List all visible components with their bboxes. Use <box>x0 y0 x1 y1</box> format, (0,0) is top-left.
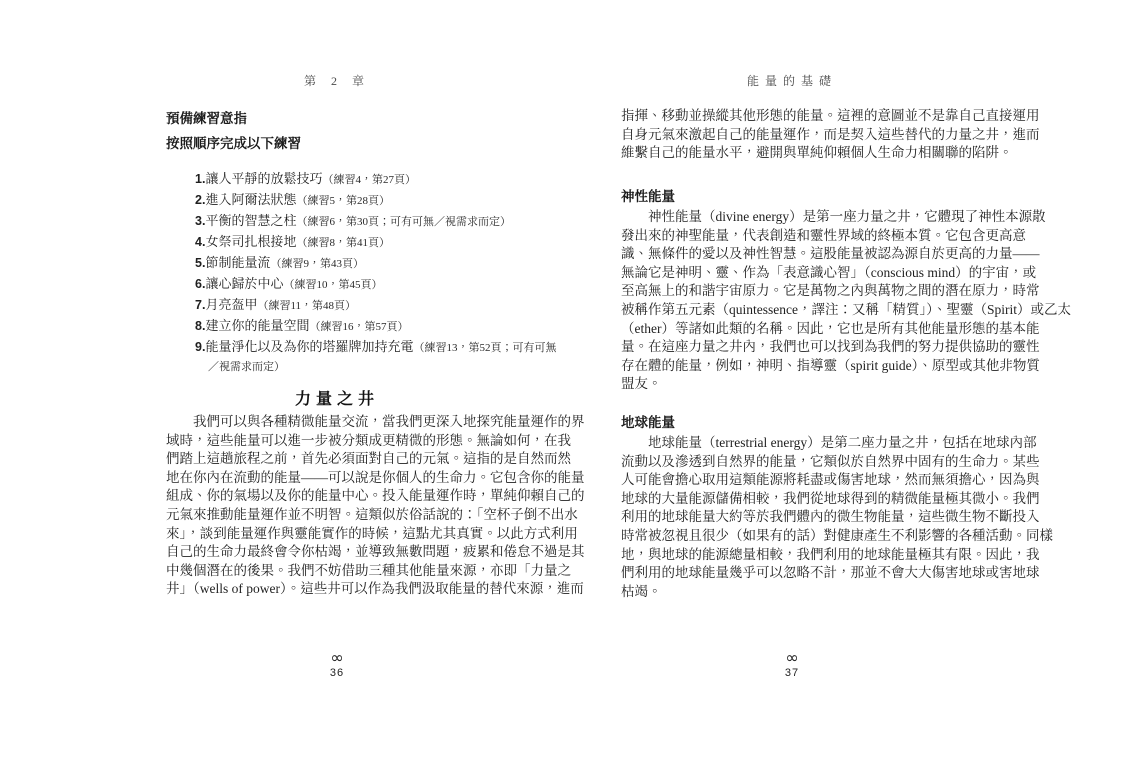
left-page <box>166 0 585 766</box>
list-item-text: 月亮盔甲 <box>205 297 258 312</box>
right-page <box>621 0 1071 766</box>
right-page-footer <box>621 650 963 681</box>
list-item-number: 7. <box>195 298 206 312</box>
divine-energy-heading: 神性能量 <box>621 189 675 204</box>
exercise-list <box>195 169 557 377</box>
list-item-reference: （練習8，第41頁） <box>296 237 390 249</box>
left-page-number: 36 <box>329 667 345 679</box>
divine-energy-paragraph: 神性能量（divine energy）是第一座力量之井，它體現了神性本源散 發出來的神聖能量，代表創造和靈性界域的終極本質。它包含更高意 識、無條件的愛以及神性智慧。這股能量被認為源自於更高的力量—— 無論它是神明、靈、作為「表意識心智」（conscious mind）的宇宙，或 至高無上的和諧宇宙原力。它是萬物之內與萬物之間的潛在原力，時常 被稱作第五元素（quintessence，譯注：又稱「精質」）、聖靈（Spirit）或乙太 （ether）等諸如此類的名稱。因此，它也是所有其他能量形態的基本能 量。在這座力量之井內，我們也可以找到為我們的努力提供協助的靈性 存在體的能量，例如，神明、指導靈（spirit guide）、原型或其他非物質 盟友。 <box>621 209 1071 392</box>
right-page-number: 37 <box>784 667 800 679</box>
list-item-reference: （練習11，第48頁） <box>257 300 357 312</box>
list-item-reference: （練習5，第28頁） <box>296 195 390 207</box>
list-item-reference: （練習10，第45頁） <box>283 279 383 291</box>
list-item-number: 4. <box>195 235 206 249</box>
list-item-text: 讓心歸於中心 <box>205 276 284 291</box>
list-item-number: 1. <box>195 172 206 186</box>
list-item-number: 3. <box>195 214 206 228</box>
list-item <box>195 232 508 253</box>
list-item <box>195 274 508 295</box>
list-item-text: 節制能量流 <box>205 255 271 270</box>
list-item-reference-continued: ／視需求而定） <box>208 361 285 373</box>
list-item <box>195 316 508 337</box>
list-item <box>195 295 508 316</box>
infinity-ornament-icon: ∞ <box>330 648 344 667</box>
list-item-text: 女祭司扎根接地 <box>205 234 297 249</box>
list-item-number: 5. <box>195 256 206 270</box>
list-item-text: 建立你的能量空間 <box>205 318 310 333</box>
list-item-reference: （練習9，第43頁） <box>270 258 364 270</box>
right-running-header: 能量的基礎 <box>746 74 837 88</box>
left-running-header: 第 2 章 <box>303 74 370 88</box>
list-item-text: 平衡的智慧之柱 <box>205 213 297 228</box>
section-title-wells-of-power: 力量之井 <box>294 391 379 408</box>
list-item-reference: （練習6，第30頁；可有可無／視需求而定） <box>296 216 511 228</box>
list-item <box>195 253 508 274</box>
right-intro-paragraph: 指揮、移動並操縱其他形態的能量。這裡的意圖並不是靠自己直接運用 自身元氣來激起自己的能量運作，而是契入這些替代的力量之井，進而 維繫自己的能量水平，避開與單純仰賴個人生命力相關聯的陷阱。 <box>621 108 1040 161</box>
list-item <box>195 337 557 377</box>
left-page-footer <box>166 650 508 681</box>
list-item-number: 6. <box>195 277 206 291</box>
list-item-number: 8. <box>195 319 206 333</box>
infinity-ornament-icon: ∞ <box>785 648 799 667</box>
prep-exercises-subheading: 按照順序完成以下練習 <box>166 136 301 151</box>
terrestrial-energy-paragraph: 地球能量（terrestrial energy）是第二座力量之井，包括在地球內部 流動以及滲透到自然界的能量，它類似於自然界中固有的生命力。某些 人可能會擔心取用這類能源將耗盡或傷害地球，然而無須擔心，因為與 地球的大量能源儲備相較，我們從地球得到的精微能量極其微小。我們 利用的地球能量大約等於我們體內的微生物能量，這些微生物不斷投入 時常被忽視且很少（如果有的話）對健康產生不利影響的各種活動。同樣 地，與地球的能源總量相較，我們利用的地球能量極其有限。因此，我 們利用的地球能量幾乎可以忽略不計，那並不會大大傷害地球或害地球 枯竭。 <box>621 435 1053 599</box>
list-item-reference: （練習4，第27頁） <box>322 174 416 186</box>
terrestrial-energy-heading: 地球能量 <box>621 415 675 430</box>
list-item-number: 9. <box>195 340 206 354</box>
list-item-number: 2. <box>195 193 206 207</box>
list-item-text: 讓人平靜的放鬆技巧 <box>205 171 323 186</box>
list-item <box>195 190 508 211</box>
left-body-paragraph: 我們可以與各種精微能量交流，當我們更深入地探究能量運作的界 域時，這些能量可以進一步被分類成更精微的形態。無論如何，在我 們踏上這趟旅程之前，首先必須面對自己的元氣。這指的是自然而然 地在你內在流動的能量——可以說是你個人的生命力。它包含你的能量 組成、你的氣場以及你的能量中心。投入能量運作時，單純仰賴自己的 元氣來推動能量運作並不明智。這類似於俗話說的：「空杯子倒不出水 來」，談到能量運作與靈能實作的時候，這點尤其真實。以此方式利用 自己的生命力最終會令你枯竭，並導致無數問題，疲累和倦怠不過是其 中幾個潛在的後果。我們不妨借助三種其他能量來源，亦即「力量之 井」（wells of power）。這些井可以作為我們汲取能量的替代來源，進而 <box>166 414 585 597</box>
list-item-text: 進入阿爾法狀態 <box>205 192 297 207</box>
list-item <box>195 169 508 190</box>
prep-exercises-heading: 預備練習意指 <box>166 111 247 126</box>
list-item <box>195 211 511 232</box>
list-item-reference: （練習13，第52頁；可有可無 <box>413 342 557 354</box>
list-item-text: 能量淨化以及為你的塔羅牌加持充電 <box>205 339 414 354</box>
list-item-reference: （練習16，第57頁） <box>309 321 409 333</box>
